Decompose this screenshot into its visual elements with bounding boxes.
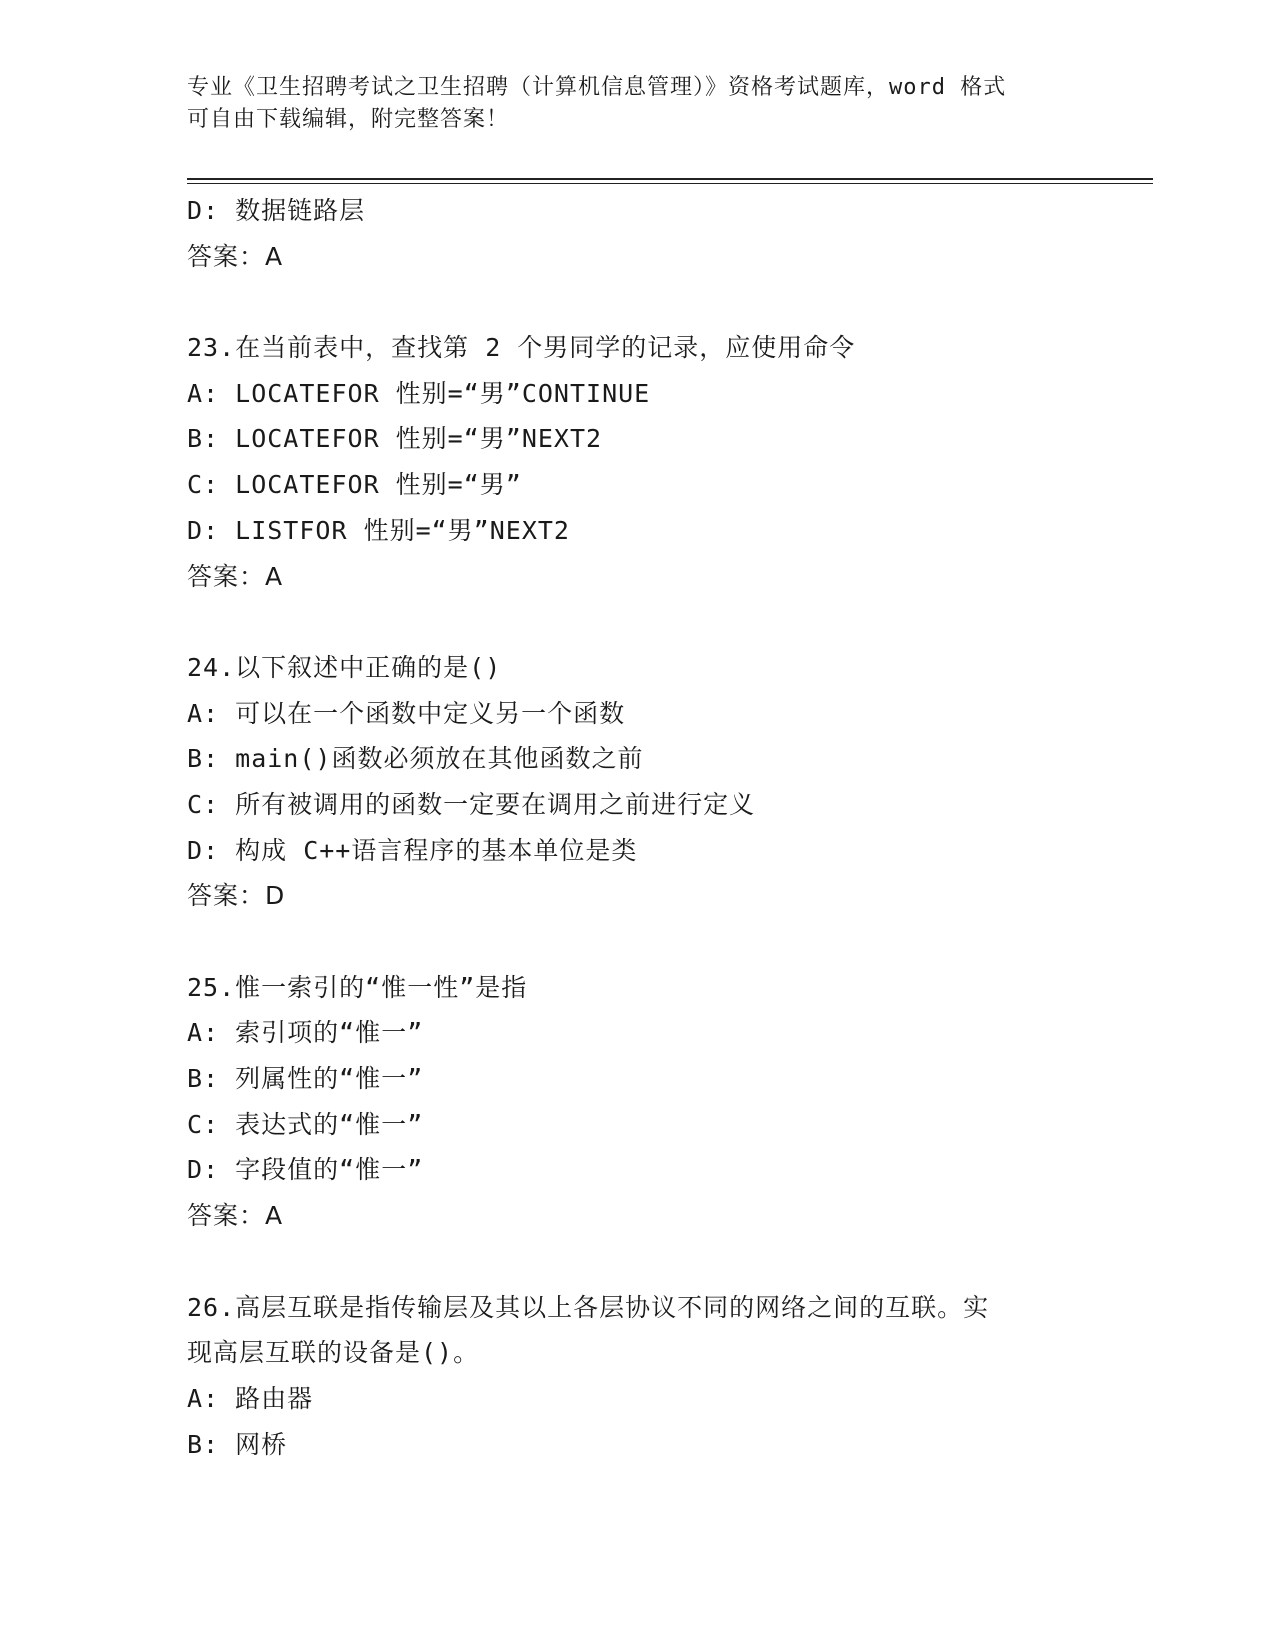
question-stem: 24.以下叙述中正确的是(): [187, 652, 502, 682]
question-stem-line-1: 26.高层互联是指传输层及其以上各层协议不同的网络之间的互联。实: [187, 1292, 990, 1322]
question-26: [187, 1285, 1107, 1468]
question-23: [187, 325, 1107, 599]
option-b: B: LOCATEFOR 性别=“男”NEXT2: [187, 424, 603, 454]
answer-line: 答案：D: [187, 881, 286, 911]
question-24: [187, 645, 1107, 919]
spacer: [187, 599, 1107, 645]
spacer: [187, 919, 1107, 965]
answer-line: 答案：A: [187, 1201, 284, 1231]
option-b: B: 列属性的“惟一”: [187, 1064, 424, 1094]
option-a: A: 可以在一个函数中定义另一个函数: [187, 698, 626, 728]
option-a: A: 路由器: [187, 1383, 314, 1413]
spacer: [187, 279, 1107, 325]
option-c: C: 所有被调用的函数一定要在调用之前进行定义: [187, 789, 756, 819]
answer-line: 答案：A: [187, 561, 284, 591]
option-d: D: 构成 C++语言程序的基本单位是类: [187, 835, 638, 865]
option-a: A: LOCATEFOR 性别=“男”CONTINUE: [187, 378, 651, 408]
option-d: D: 字段值的“惟一”: [187, 1155, 424, 1185]
question-list: [187, 188, 1107, 1467]
header-divider-thick: [187, 178, 1153, 180]
answer-line: 答案：A: [187, 241, 284, 271]
header-divider-thin: [187, 183, 1153, 184]
option-d: D: 数据链路层: [187, 196, 366, 225]
spacer: [187, 1239, 1107, 1285]
question-stem-line-2: 现高层互联的设备是()。: [187, 1338, 480, 1368]
header-line-1: 专业《卫生招聘考试之卫生招聘（计算机信息管理）》资格考试题库，word 格式: [187, 75, 1007, 100]
question-stem: 23.在当前表中，查找第 2 个男同学的记录，应使用命令: [187, 333, 856, 363]
option-d: D: LISTFOR 性别=“男”NEXT2: [187, 515, 570, 545]
option-b: B: main()函数必须放在其他函数之前: [187, 744, 644, 774]
option-c: C: 表达式的“惟一”: [187, 1109, 424, 1139]
document-header: [187, 72, 1087, 136]
option-a: A: 索引项的“惟一”: [187, 1018, 424, 1048]
question-stem: 25.惟一索引的“惟一性”是指: [187, 972, 528, 1002]
question-25: [187, 965, 1107, 1239]
option-b: B: 网桥: [187, 1429, 288, 1459]
header-line-2: 可自由下载编辑，附完整答案！: [187, 107, 510, 132]
option-c: C: LOCATEFOR 性别=“男”: [187, 470, 522, 500]
